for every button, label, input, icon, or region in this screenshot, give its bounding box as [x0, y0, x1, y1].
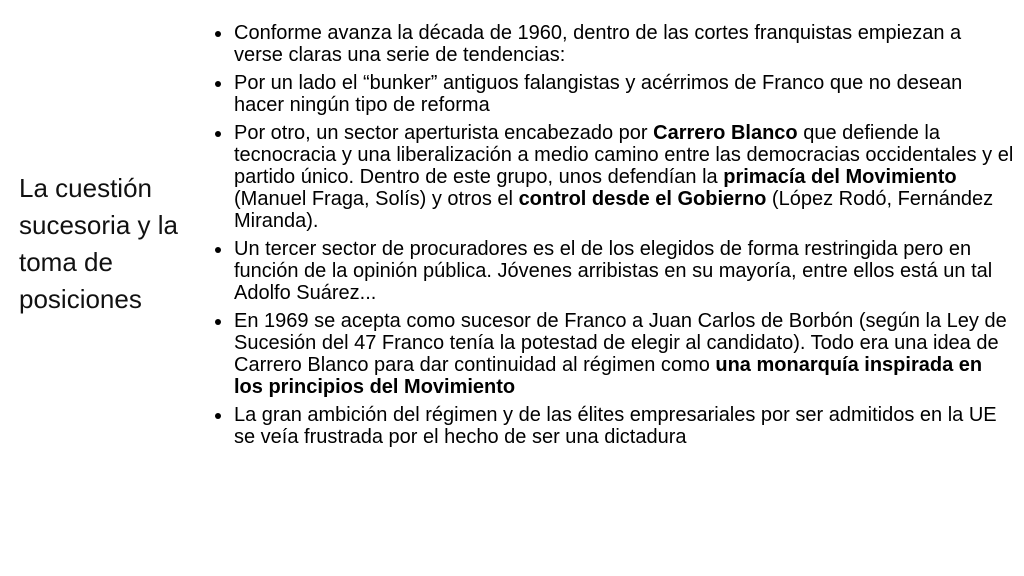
bullet-text: Por un lado el “bunker” antiguos falangistas y acérrimos de Franco que no desean hacer ningún tipo de reforma — [234, 72, 963, 116]
bullet-list — [234, 22, 1014, 454]
bullet-item — [234, 122, 1014, 232]
bullet-dot-icon — [215, 413, 221, 419]
bullet-item — [234, 72, 1014, 116]
bullet-bold-text: Carrero Blanco — [653, 122, 798, 144]
bullet-bold-text: una monarquía inspirada en los principios del Movimiento — [234, 354, 983, 398]
bullet-dot-icon — [215, 247, 221, 253]
bullet-bold-text: primacía del Movimiento — [723, 166, 957, 188]
bullet-bold-text: control desde el Gobierno — [518, 188, 767, 210]
slide-title: La cuestión sucesoria y la toma de posiciones — [19, 173, 178, 314]
bullet-text: La gran ambición del régimen y de las élites empresariales por ser admitidos en la UE se veía frustrada por el hecho de ser una dictadura — [234, 404, 997, 448]
bullet-dot-icon — [215, 81, 221, 87]
bullet-dot-icon — [215, 131, 221, 137]
bullet-item — [234, 310, 1014, 398]
bullet-dot-icon — [215, 319, 221, 325]
bullet-text: que defiende la tecnocracia y una liberalización a medio camino entre las democracias occidentales y el partido único. Dentro de este grupo, unos defendían la — [234, 122, 1014, 188]
bullet-text: Por otro, un sector aperturista encabezado por — [234, 122, 654, 144]
bullet-text: Conforme avanza la década de 1960, dentro de las cortes franquistas empiezan a verse claras una serie de tendencias: — [234, 22, 962, 66]
bullet-dot-icon — [215, 31, 221, 37]
bullet-item — [234, 238, 1014, 304]
bullet-item — [234, 22, 1014, 66]
bullet-text: (López Rodó, Fernández Miranda). — [234, 188, 994, 232]
bullet-item — [234, 404, 1014, 448]
bullet-text: Un tercer sector de procuradores es el de los elegidos de forma restringida pero en función de la opinión pública. Jóvenes arribistas en su mayoría, entre ellos está un tal Adolfo Suárez... — [234, 238, 993, 304]
bullet-text: (Manuel Fraga, Solís) y otros el — [234, 188, 519, 210]
bullet-text: En 1969 se acepta como sucesor de Franco a Juan Carlos de Borbón (según la Ley de Sucesión del 47 Franco tenía la potestad de elegir al candidato). Todo era una idea de Carrero Blanco para dar continuidad al régimen como — [234, 310, 1007, 376]
